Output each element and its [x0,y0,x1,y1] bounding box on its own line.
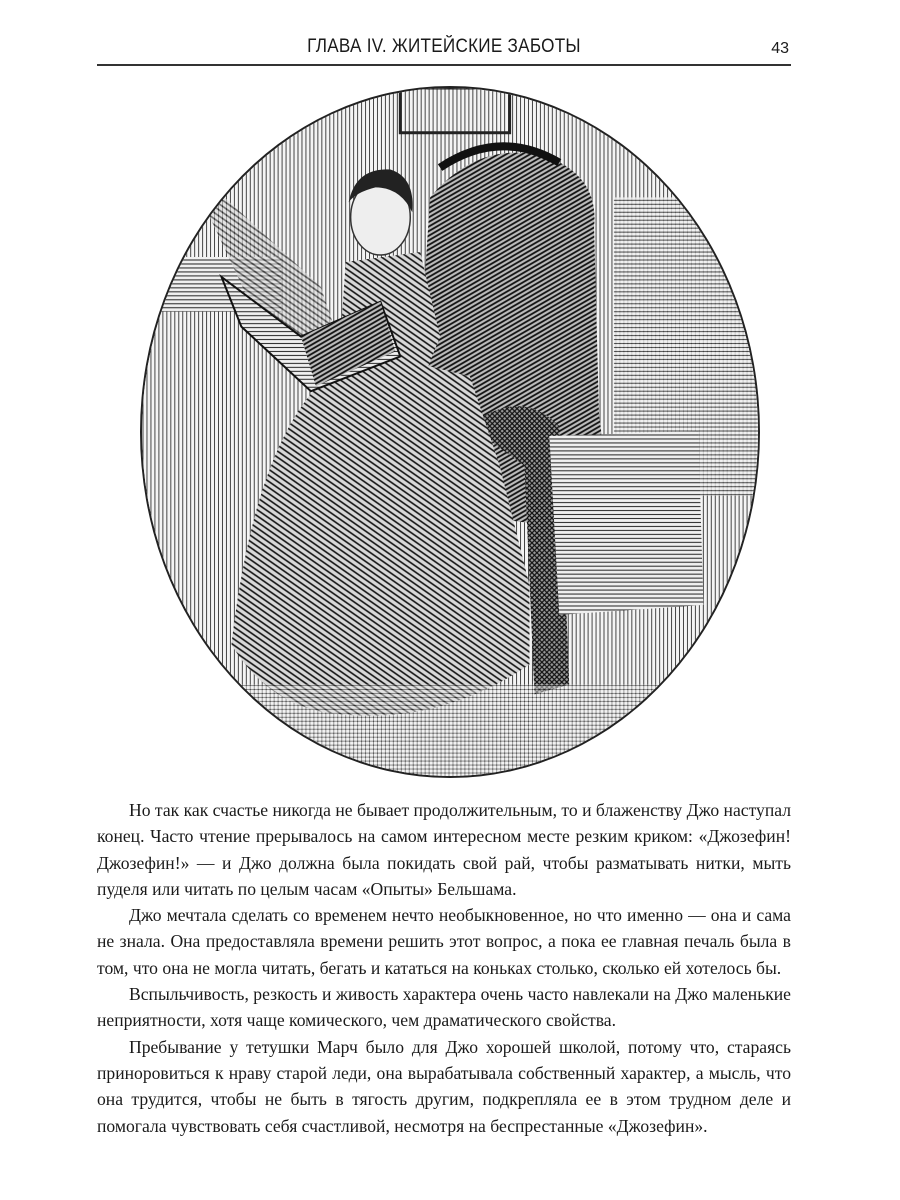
page-number: 43 [771,40,789,57]
chapter-title: ГЛАВА IV. ЖИТЕЙСКИЕ ЗАБОТЫ [307,36,581,57]
paragraph: Вспыльчивость, резкость и живость характера очень часто навлекали на Джо маленькие неприятности, хотя чаще комического, чем драматического свойства. [97,984,791,1031]
woman-reading-in-armchair-image [142,88,758,776]
paragraph: Джо мечтала сделать со временем нечто необыкновенное, но что именно — она и сама не знала. Она предоставляла времени решить этот вопрос, а пока ее главная печаль была в том, что она не могла читать, бегать и кататься на коньках столько, сколько ей хотелось бы. [97,905,791,978]
paragraph: Пребывание у тетушки Марч было для Джо хорошей школой, потому что, стараясь приноровиться к нраву старой леди, она вырабатывала собственный характер, а мысль, что она трудится, чтобы не быть в тягость другим, подкрепляла ее в этом трудном деле и помогала чувствовать себя счастливой, несмотря на беспрестанные «Джозефин». [97,1036,791,1136]
engraving-illustration [140,86,760,778]
body-text [97,797,791,1139]
paragraph: Но так как счастье никогда не бывает продолжительным, то и блаженству Джо наступал конец. Часто чтение прерывалось на самом интересном месте резким криком: «Джозефин! Джозефин!» — и Джо должна была покидать свой рай, чтобы разматывать нитки, мыть пуделя или читать по целым часам «Опыты» Бельшама. [97,800,791,899]
running-header [97,34,791,66]
